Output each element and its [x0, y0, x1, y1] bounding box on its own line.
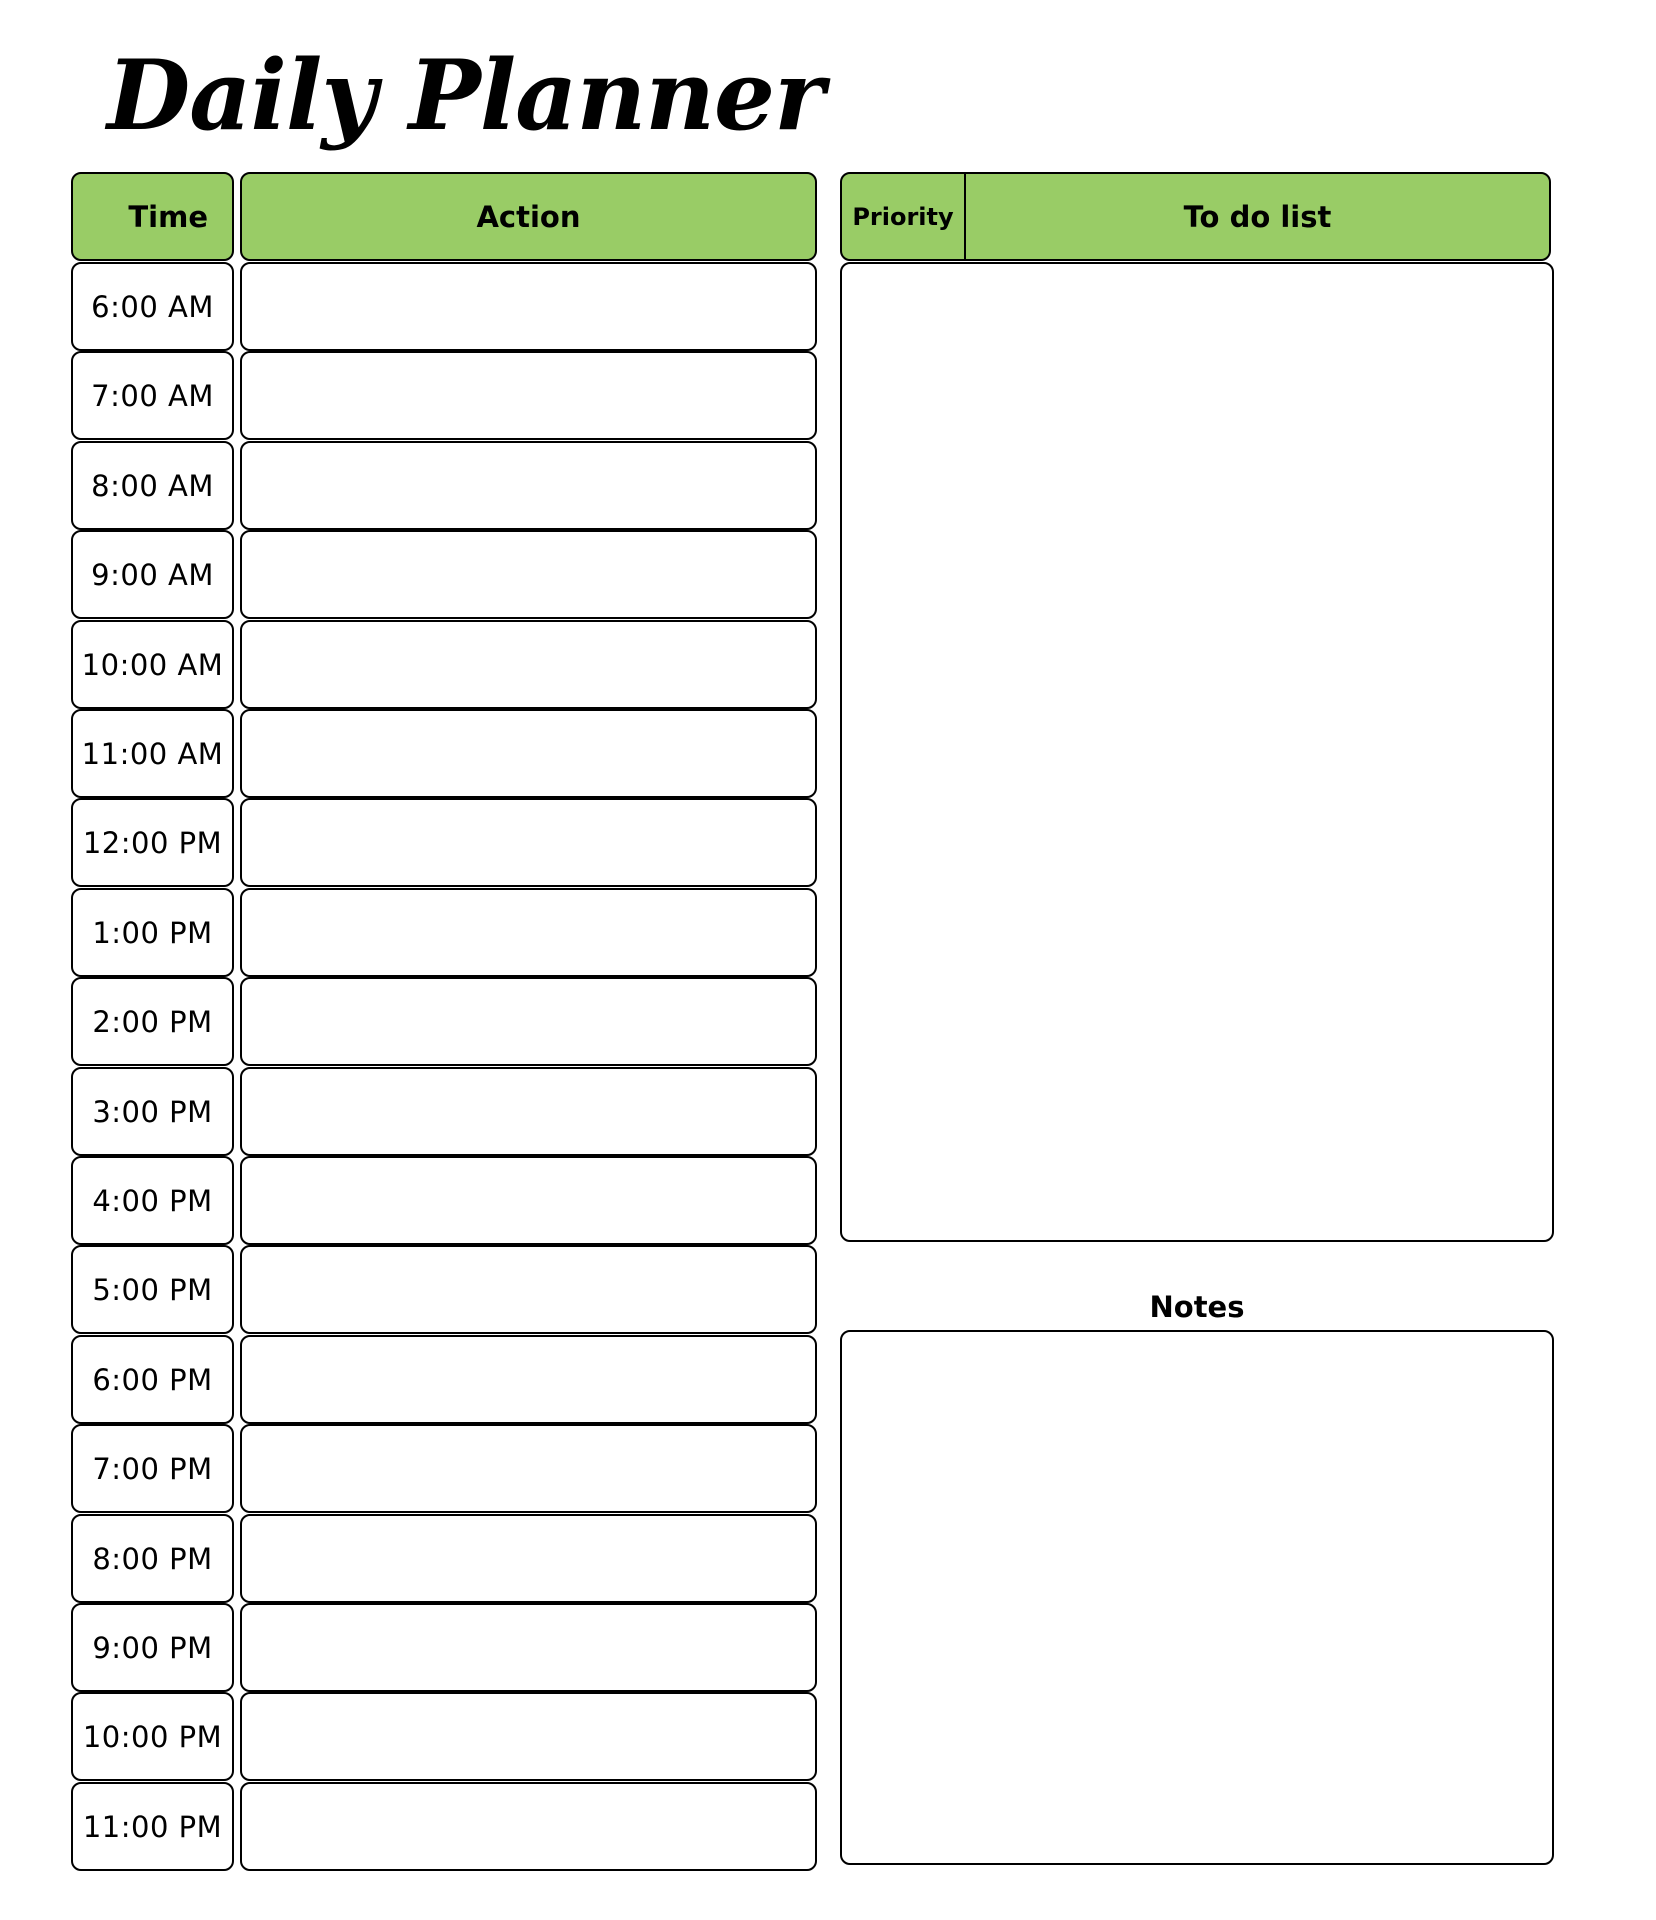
- time-slot-label: 8:00 AM: [71, 441, 234, 530]
- action-field[interactable]: [240, 1335, 817, 1424]
- action-field[interactable]: [240, 1782, 817, 1871]
- time-slot-label: 8:00 PM: [71, 1514, 234, 1603]
- action-field[interactable]: [240, 888, 817, 977]
- action-field[interactable]: [240, 530, 817, 619]
- page-title: Daily Planner: [107, 39, 824, 152]
- time-slot-label: 5:00 PM: [71, 1245, 234, 1334]
- action-column-header: Action: [240, 172, 817, 261]
- action-field[interactable]: [240, 1603, 817, 1692]
- action-field[interactable]: [240, 351, 817, 440]
- action-field[interactable]: [240, 1067, 817, 1156]
- action-field[interactable]: [240, 798, 817, 887]
- time-slot-label: 6:00 AM: [71, 262, 234, 351]
- time-slot-label: 10:00 PM: [71, 1692, 234, 1781]
- todo-header: [840, 172, 1551, 261]
- priority-column-header: Priority: [842, 174, 966, 259]
- action-field[interactable]: [240, 1692, 817, 1781]
- action-field[interactable]: [240, 620, 817, 709]
- time-slot-label: 11:00 PM: [71, 1782, 234, 1871]
- time-slot-label: 11:00 AM: [71, 709, 234, 798]
- time-slot-label: 7:00 AM: [71, 351, 234, 440]
- time-slot-label: 3:00 PM: [71, 1067, 234, 1156]
- action-field[interactable]: [240, 1245, 817, 1334]
- time-slot-label: 9:00 AM: [71, 530, 234, 619]
- time-slot-label: 9:00 PM: [71, 1603, 234, 1692]
- action-field[interactable]: [240, 441, 817, 530]
- time-slot-label: 1:00 PM: [71, 888, 234, 977]
- time-slot-label: 10:00 AM: [71, 620, 234, 709]
- action-field[interactable]: [240, 977, 817, 1066]
- action-field[interactable]: [240, 1424, 817, 1513]
- todo-list-area[interactable]: [840, 262, 1554, 1242]
- time-column-header: Time: [71, 172, 234, 261]
- action-field[interactable]: [240, 709, 817, 798]
- todo-list-header: To do list: [1183, 199, 1332, 234]
- time-slot-label: 12:00 PM: [71, 798, 234, 887]
- time-slot-label: 2:00 PM: [71, 977, 234, 1066]
- action-field[interactable]: [240, 1514, 817, 1603]
- time-slot-label: 6:00 PM: [71, 1335, 234, 1424]
- action-field[interactable]: [240, 1156, 817, 1245]
- notes-label: Notes: [1149, 1290, 1245, 1324]
- time-slot-label: 4:00 PM: [71, 1156, 234, 1245]
- notes-area[interactable]: [840, 1330, 1554, 1865]
- time-slot-label: 7:00 PM: [71, 1424, 234, 1513]
- action-field[interactable]: [240, 262, 817, 351]
